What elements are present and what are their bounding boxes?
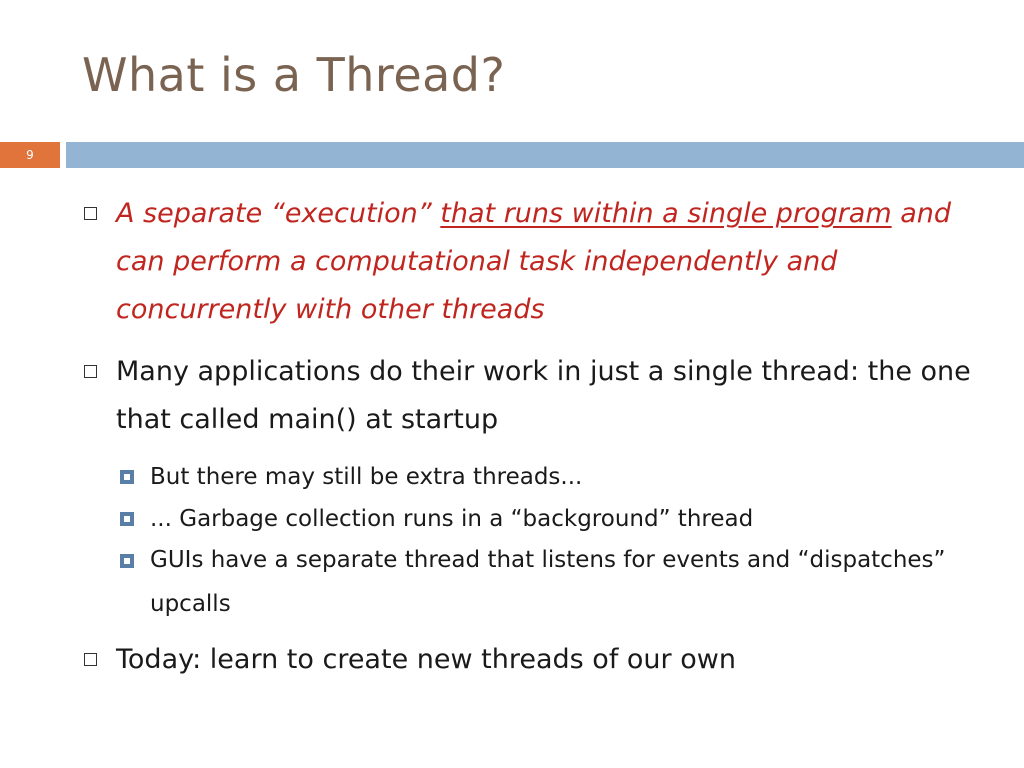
sub-bullet-text: But there may still be extra threads... — [150, 464, 583, 490]
hollow-square-bullet-icon — [84, 365, 97, 378]
bullet-today — [82, 636, 992, 684]
hollow-square-bullet-icon — [84, 653, 97, 666]
hollow-square-bullet-icon — [84, 207, 97, 220]
filled-square-bullet-icon — [120, 512, 134, 526]
sub-bullet-text: GUIs have a separate thread that listens for events and “dispatches” upcalls — [150, 547, 946, 617]
sub-bullet-text: ... Garbage collection runs in a “background” thread — [150, 506, 754, 532]
bullet-thread-definition — [82, 190, 992, 334]
sub-bullet-garbage-collection — [82, 496, 992, 542]
header-accent-bar — [66, 142, 1024, 168]
definition-rest-text: and can perform a computational task independently and concurrently with other threads — [116, 198, 952, 325]
sub-bullet-extra-threads — [82, 454, 992, 500]
sub-bullet-guis — [82, 538, 992, 626]
definition-quoted-term: “execution” — [270, 198, 432, 229]
slide-number: 9 — [0, 142, 60, 168]
filled-square-bullet-icon — [120, 554, 134, 568]
slide-content — [82, 190, 992, 698]
bullet-text: Many applications do their work in just a single thread: the one that called main() at startup — [116, 356, 971, 435]
bullet-text: Today: learn to create new threads of our own — [116, 644, 736, 675]
definition-underlined-text: that runs within a single program — [440, 198, 892, 229]
bullet-many-applications — [82, 348, 992, 444]
filled-square-bullet-icon — [120, 470, 134, 484]
slide-title: What is a Thread? — [82, 48, 506, 102]
definition-text: A separate — [116, 198, 271, 229]
definition-space — [432, 198, 441, 229]
